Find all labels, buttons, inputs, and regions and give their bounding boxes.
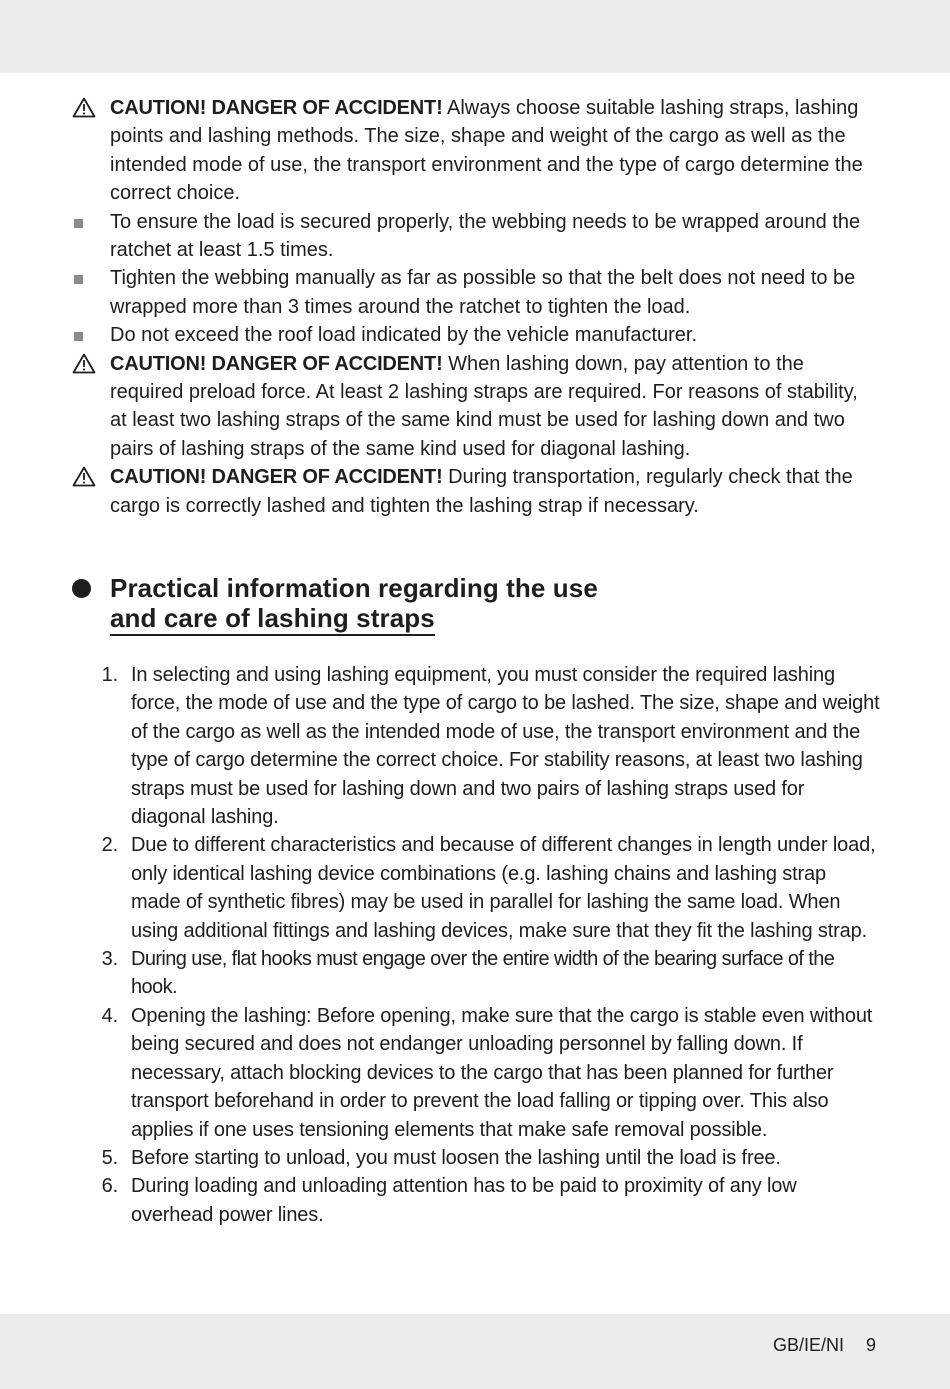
list-text: Before starting to unload, you must loosen the lashing until the load is free. (131, 1146, 781, 1169)
heading-line-2: and care of lashing straps (110, 603, 435, 636)
list-number: 2. (101, 834, 118, 857)
list-number: 5. (101, 1146, 118, 1169)
bullet-item (70, 264, 880, 321)
list-item (88, 1172, 880, 1229)
warning-text: During transportation, regularly check that the cargo is correctly lashed and tighten the lashing strap if necessary. (110, 466, 853, 517)
country-code: GB/IE/NI (772, 1335, 844, 1355)
list-text: Opening the lashing: Before opening, make sure that the cargo is stable even without being secured and does not endanger unloading personnel by falling down. If necessary, attach blocking devices to the cargo that has been planned for further transport beforehand in order to prevent the load falling or tipping over. This also applies if one uses tensioning elements that make safe removal possible. (131, 1004, 873, 1141)
heading-line-1: Practical information regarding the use (110, 573, 598, 603)
list-item (88, 1002, 880, 1144)
bullet-text: Do not exceed the roof load indicated by the vehicle manufacturer. (110, 324, 698, 347)
list-text: During loading and unloading attention has to be paid to proximity of any low overhead power lines. (131, 1175, 797, 1226)
list-number: 4. (101, 1004, 118, 1027)
list-text: During use, flat hooks must engage over the entire width of the bearing surface of the hook. (131, 948, 835, 999)
list-item (88, 945, 880, 1002)
list-number: 6. (101, 1175, 118, 1198)
caution-label: CAUTION! DANGER OF ACCIDENT! (110, 97, 443, 119)
square-bullet-icon (70, 321, 100, 349)
list-text: Due to different characteristics and because of different changes in length under load, only identical lashing device combinations (e.g. lashing chains and lashing strap made of synthetic fibres) may be used in parallel for lashing the same load. When using additional fittings and lashing devices, make sure that they fit the lashing strap. (131, 834, 876, 942)
warning-item (70, 94, 880, 208)
bullet-item (70, 208, 880, 265)
list-item (88, 661, 880, 831)
square-bullet-icon (70, 208, 100, 236)
list-number: 1. (101, 664, 118, 686)
header-band (0, 0, 950, 73)
bullet-text: Tighten the webbing manually as far as possible so that the belt does not need to be wrapped more than 3 times around the ratchet to tighten the load. (110, 267, 856, 318)
warning-triangle-icon (70, 463, 100, 491)
list-number: 3. (101, 948, 118, 971)
caution-label: CAUTION! DANGER OF ACCIDENT! (110, 466, 443, 489)
page-footer (773, 1333, 876, 1357)
caution-label: CAUTION! DANGER OF ACCIDENT! (110, 352, 443, 375)
bullet-text: To ensure the load is secured properly, the webbing needs to be wrapped around the ratchet at least 1.5 times. (110, 210, 861, 262)
warning-triangle-icon (70, 94, 100, 122)
warning-text: Always choose suitable lashing straps, lashing points and lashing methods. The size, shape and weight of the cargo as well as the intended mode of use, the transport environment and the type of cargo determine the correct choice. (110, 97, 863, 205)
warning-triangle-icon (70, 350, 100, 378)
bullet-dot-icon (72, 579, 91, 598)
warning-text: When lashing down, pay attention to the required preload force. At least 2 lashing straps are required. For reasons of stability, at least two lashing straps of the same kind must be used for lashing down and two pairs of lashing straps of the same kind used for diagonal lashing. (110, 352, 858, 460)
numbered-list (88, 661, 880, 1229)
warning-item (70, 350, 880, 464)
bullet-item (70, 321, 880, 349)
list-item (88, 1144, 880, 1172)
list-item (88, 831, 880, 945)
square-bullet-icon (70, 264, 100, 292)
page-number: 9 (865, 1335, 876, 1355)
list-text: In selecting and using lashing equipment, you must consider the required lashing force, the mode of use and the type of cargo to be lashed. The size, shape and weight of the cargo as well as the intended mode of use, the transport environment and the type of cargo determine the correct choice. For stability reasons, at least two lashing straps must be used for lashing down and two pairs of lashing straps used for diagonal lashing. (131, 664, 880, 829)
warning-item (70, 463, 880, 520)
section-heading (70, 573, 870, 636)
safety-notes (70, 94, 880, 520)
